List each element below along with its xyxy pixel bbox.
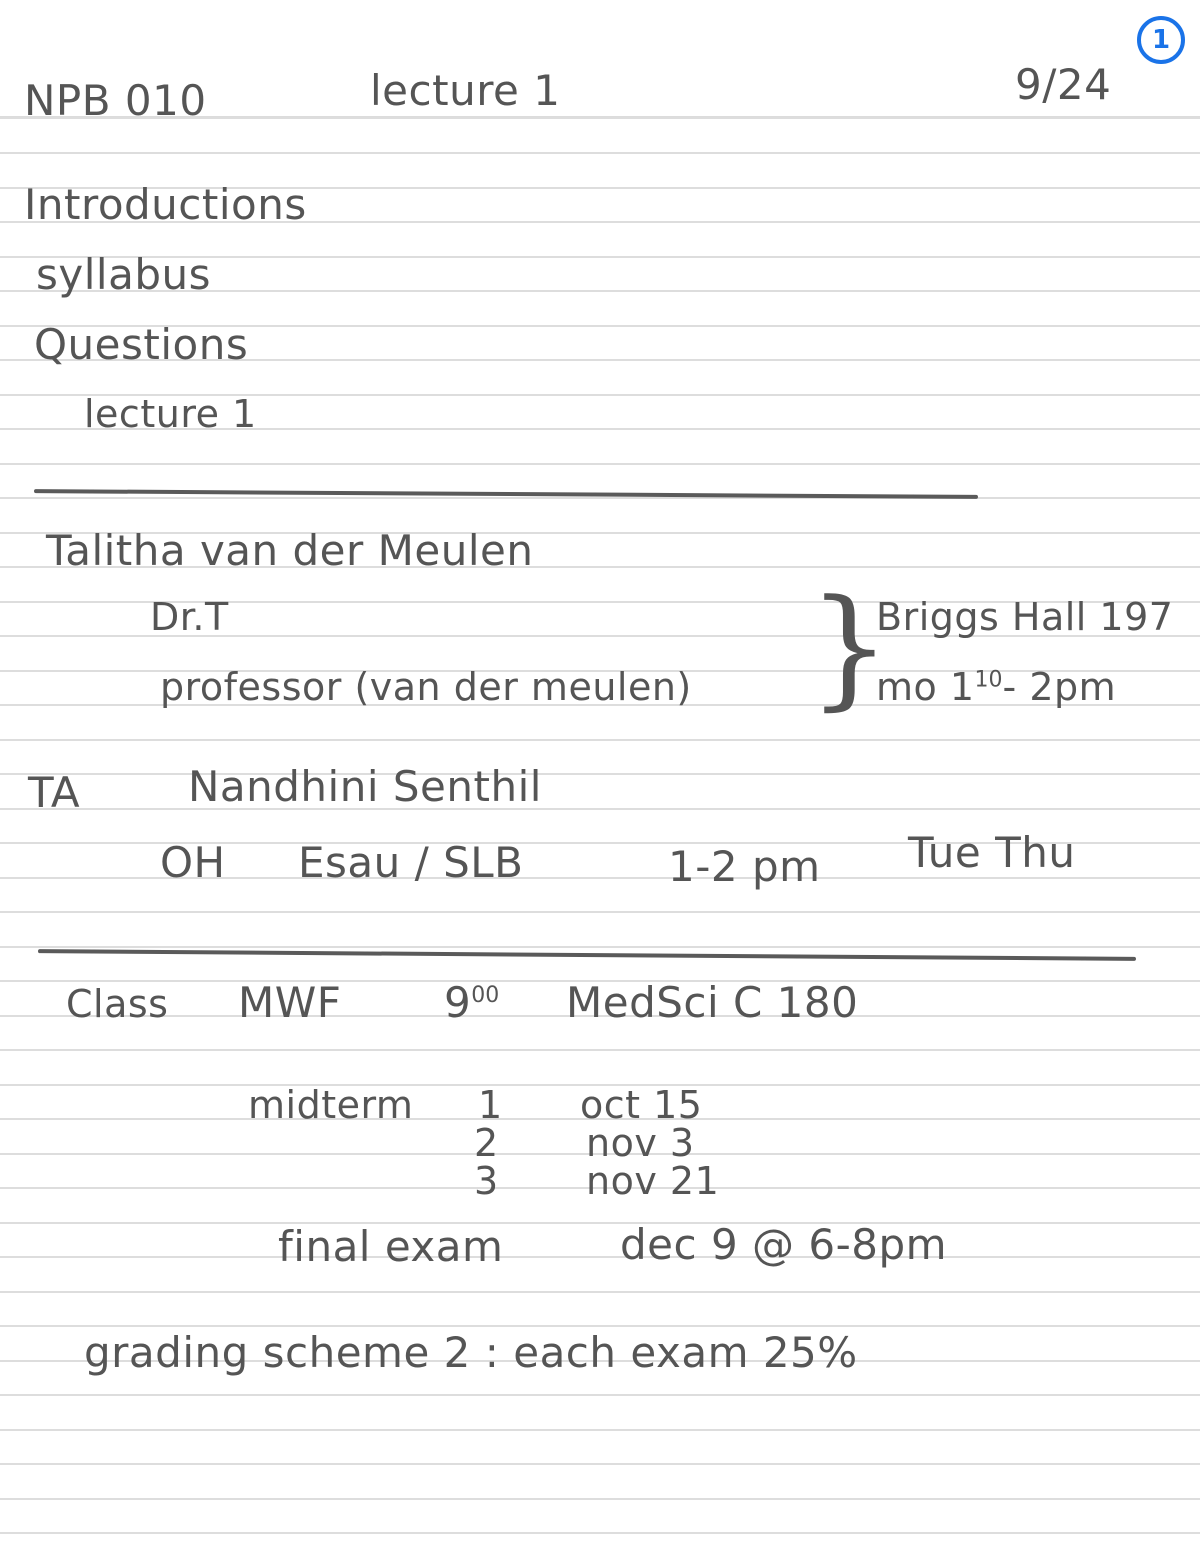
office-hours (876, 665, 1117, 709)
midterm-number-2: 2 (474, 1121, 499, 1165)
curly-brace: } (808, 571, 891, 723)
class-time-minutes: 00 (471, 983, 500, 1008)
agenda-item-introductions: Introductions (24, 180, 307, 229)
lecture-title: lecture 1 (370, 66, 561, 115)
agenda-item-lecture: lecture 1 (84, 392, 257, 436)
ta-oh-days: Tue Thu (908, 828, 1076, 877)
midterm-date-1: oct 15 (580, 1083, 703, 1127)
final-exam-label: final exam (278, 1222, 504, 1271)
grading-scheme: grading scheme 2 : each exam 25% (84, 1328, 858, 1377)
ta-label: TA (28, 768, 81, 817)
ta-oh-label: OH (160, 838, 226, 887)
section-divider (38, 949, 1136, 961)
instructor-title: professor (van der meulen) (160, 665, 692, 709)
midterm-label: midterm (248, 1083, 414, 1127)
office-hours-day: mo (876, 665, 938, 709)
class-label: Class (66, 982, 169, 1026)
office-hours-end: - 2pm (1002, 665, 1117, 709)
class-time-hour: 9 (444, 978, 472, 1027)
course-code: NPB 010 (24, 76, 207, 125)
instructor-nickname: Dr.T (150, 595, 229, 639)
agenda-item-syllabus: syllabus (36, 250, 211, 299)
ta-oh-location: Esau / SLB (298, 838, 524, 887)
office-hours-start: 1 (949, 665, 975, 709)
office-location: Briggs Hall 197 (876, 595, 1174, 639)
page-number-badge: 1 (1137, 16, 1185, 64)
ta-oh-time: 1-2 pm (668, 842, 821, 891)
office-hours-start-minutes: 10 (974, 667, 1003, 693)
midterm-date-2: nov 3 (586, 1121, 695, 1165)
class-days: MWF (238, 978, 342, 1027)
agenda-item-questions: Questions (34, 320, 249, 369)
final-exam-date: dec 9 @ 6-8pm (620, 1220, 948, 1269)
midterm-date-3: nov 21 (586, 1159, 720, 1203)
instructor-name: Talitha van der Meulen (46, 526, 534, 575)
section-divider (34, 489, 978, 499)
class-location: MedSci C 180 (566, 978, 859, 1027)
midterm-number-3: 3 (474, 1159, 499, 1203)
ta-name: Nandhini Senthil (188, 762, 542, 811)
class-time (444, 978, 500, 1027)
midterm-number-1: 1 (478, 1083, 503, 1127)
note-date: 9/24 (1015, 60, 1112, 109)
